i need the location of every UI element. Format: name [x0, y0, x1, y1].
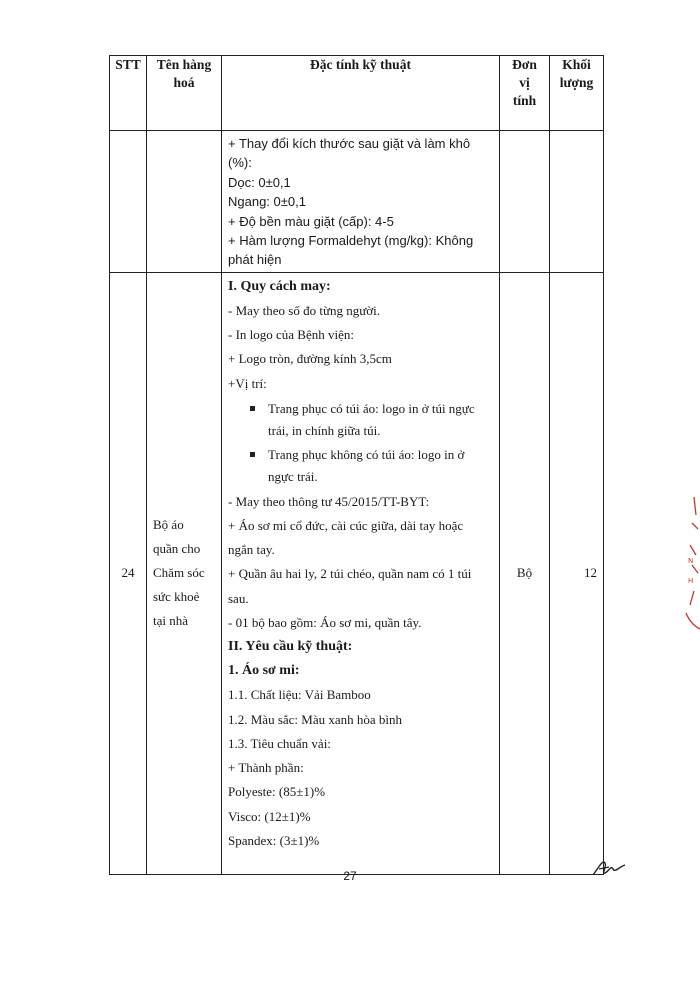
- spec-line: - May theo số đo từng người.: [228, 303, 381, 319]
- table-row-continued: [110, 131, 604, 273]
- bullet-item: Trang phục có túi áo: logo in ở túi ngực trái, in chính giữa túi.: [228, 398, 493, 442]
- cell-stt-24: 24: [110, 272, 147, 874]
- subsection-title-ao-so-mi: 1. Áo sơ mi:: [228, 663, 300, 679]
- spec-line: ngắn tay.: [228, 542, 275, 558]
- cell-spec-continued: [222, 131, 500, 273]
- spec-line: 1.2. Màu sắc: Màu xanh hòa bình: [228, 711, 403, 727]
- spec-line: + Thành phần:: [228, 760, 304, 776]
- table-header-row: [110, 56, 604, 131]
- red-stamp-edge: [670, 495, 700, 635]
- spec-line: + Áo sơ mi cổ đức, cài cúc giữa, dài tay hoặc: [228, 518, 464, 534]
- section-title-quy-cach-may: I. Quy cách may:: [228, 278, 331, 294]
- page-number: 27: [343, 869, 357, 883]
- bullet-item: Trang phục không có túi áo: logo in ở ngực trái.: [228, 444, 493, 488]
- cell-qty-empty: [550, 131, 604, 273]
- spec-line: - May theo thông tư 45/2015/TT-BYT:: [228, 493, 430, 509]
- spec-line: - In logo của Bệnh viện:: [228, 327, 354, 343]
- header-item-name: Tên hàng hoá: [147, 56, 222, 131]
- cell-unit-24: Bộ: [500, 272, 550, 874]
- spec-line: 1.3. Tiêu chuẩn vải:: [228, 735, 331, 751]
- section-title-yeu-cau-ky-thuat: II. Yêu cầu kỹ thuật:: [228, 639, 353, 655]
- svg-text:N: N: [688, 557, 694, 565]
- cell-item-name-24: Bộ áo quần cho Chăm sóc sức khoẻ tại nhà: [147, 272, 222, 874]
- spec-line: +Vị trí:: [228, 375, 267, 391]
- spec-table: [109, 55, 604, 875]
- spec-line: Ngang: 0±0,1: [228, 194, 306, 210]
- cell-qty-24: 12: [550, 272, 604, 874]
- cell-unit-empty: [500, 131, 550, 273]
- spec-line: Spandex: (3±1)%: [228, 832, 320, 848]
- cell-name-empty: [147, 131, 222, 273]
- spec-line: Visco: (12±1)%: [228, 808, 311, 824]
- header-spec: Đặc tính kỹ thuật: [222, 56, 500, 131]
- square-bullet-icon: [250, 406, 255, 411]
- spec-line: Dọc: 0±0,1: [228, 174, 291, 190]
- spec-line: + Độ bền màu giặt (cấp): 4-5: [228, 213, 394, 229]
- square-bullet-icon: [250, 452, 255, 457]
- spec-line: + Logo tròn, đường kính 3,5cm: [228, 351, 392, 367]
- spec-line: Polyeste: (85±1)%: [228, 784, 326, 800]
- header-quantity: Khối lượng: [550, 56, 604, 131]
- spec-line: 1.1. Chất liệu: Vải Bamboo: [228, 687, 371, 703]
- spec-line: + Quần âu hai ly, 2 túi chéo, quần nam có 1 túi: [228, 566, 472, 582]
- cell-spec-24: [222, 272, 500, 874]
- spec-line: + Hàm lượng Formaldehyt (mg/kg): Không: [228, 233, 474, 249]
- table-row-24: [110, 272, 604, 874]
- spec-line: - 01 bộ bao gồm: Áo sơ mi, quần tây.: [228, 614, 422, 630]
- header-unit: Đơn vị tính: [500, 56, 550, 131]
- spec-line: + Thay đổi kích thước sau giặt và làm khô (%):: [228, 136, 471, 171]
- spec-line: phát hiện: [228, 252, 282, 268]
- svg-text:H: H: [688, 577, 694, 585]
- spec-line: sau.: [228, 590, 249, 606]
- cell-stt-empty: [110, 131, 147, 273]
- header-stt: STT: [110, 56, 147, 131]
